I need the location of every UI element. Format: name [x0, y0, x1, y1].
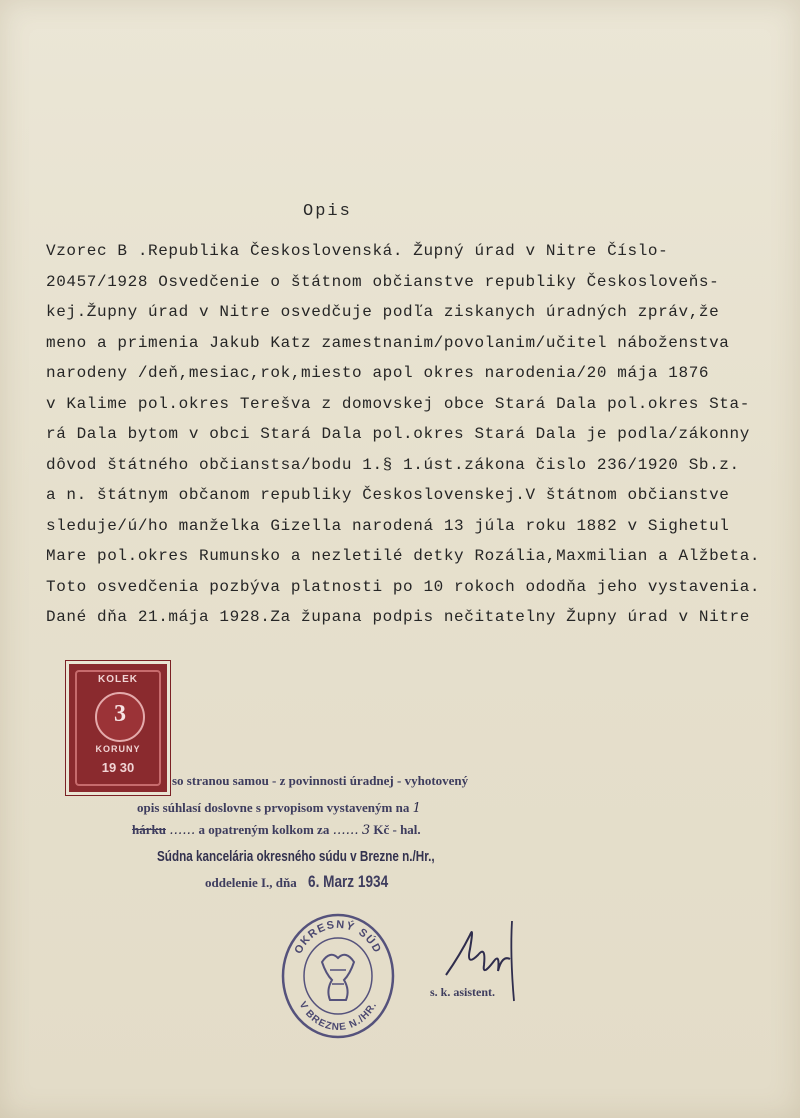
- document-body: [46, 236, 786, 633]
- revenue-stamp-year: 19 30: [101, 760, 135, 775]
- document-title: Opis: [303, 202, 352, 221]
- body-line: Dané dňa 21.mája 1928.Za župana podpis nečitatelny Župny úrad v Nitre: [46, 608, 750, 626]
- handwritten-fee-amount: 3: [361, 823, 371, 838]
- body-line: narodeny /deň,mesiac,rok,miesto apol okres narodenia/20 mája 1876: [46, 364, 710, 382]
- body-line: meno a primenia Jakub Katz zamestnanim/povolanim/učitel náboženstva: [46, 333, 730, 352]
- certification-date: 6. Marz 1934: [308, 872, 389, 891]
- body-line: v Kalime pol.okres Terešva z domovskej obce Stará Dala pol.okres Sta-: [46, 394, 750, 413]
- certification-currency: Kč - hal.: [373, 822, 421, 837]
- certification-department: oddelenie I., dňa: [205, 875, 297, 890]
- certification-line-2-text: opis súhlasí doslovne s prvopisom vystaveným na: [137, 800, 410, 815]
- certification-line-1: so stranou samou - z povinnosti úradnej - vyhotovený: [172, 773, 469, 788]
- body-line: rá Dala bytom v obci Stará Dala pol.okres Stará Dala je podla/zákonny: [46, 425, 750, 443]
- body-line: Vzorec B .Republika Československá. Župný úrad v Nitre Číslo-: [46, 242, 669, 260]
- body-line: Toto osvedčenia pozbýva platnosti po 10 rokoch ododňa jeho vystavenia.: [46, 577, 761, 596]
- certification-line-2: [137, 800, 421, 816]
- signature-caption: s. k. asistent.: [430, 985, 496, 999]
- certification-line-3-text: a opatreným kolkom za: [198, 822, 330, 837]
- court-office-stamp: Súdna kancelária okresného súdu v Brezne n./Hr.,: [157, 848, 435, 865]
- court-seal-icon: [280, 910, 396, 1040]
- body-line: dôvod štátného občianstsa/bodu 1.§ 1.úst.zákona čislo 236/1920 Sb.z.: [46, 455, 740, 474]
- body-line: Mare pol.okres Rumunsko a nezletilé detky Rozália,Maxmilian a Alžbeta.: [46, 547, 761, 565]
- certification-sheet-word: hárku: [132, 822, 166, 837]
- seal-top-text: OKRESNÝ SÚD: [292, 918, 384, 956]
- revenue-stamp: [66, 661, 170, 795]
- seal-bottom-text: V BREZNE N./HR.: [296, 999, 380, 1034]
- handwritten-sheet-count: 1: [412, 801, 421, 816]
- revenue-stamp-medallion: [95, 692, 145, 742]
- certification-date-line: [205, 872, 408, 892]
- revenue-stamp-value: 3: [114, 701, 126, 727]
- body-line: 20457/1928 Osvedčenie o štátnom občianstve republiky Českosloveňs-: [46, 272, 720, 291]
- certification-line-3: hárku …… a opatreným kolkom za …… 3 Kč - hal.: [132, 822, 421, 838]
- revenue-stamp-label: KOLEK: [98, 674, 138, 685]
- body-line: a n. štátnym občanom republiky Československej.V štátnom občianstve: [46, 486, 730, 504]
- body-line: sleduje/ú/ho manželka Gizella narodená 13 júla roku 1882 v Sighetul: [46, 516, 730, 535]
- revenue-stamp-currency: KORUNY: [95, 744, 141, 754]
- body-line: kej.Župny úrad v Nitre osvedčuje podľa ziskanych úradných zpráv,že: [46, 303, 720, 321]
